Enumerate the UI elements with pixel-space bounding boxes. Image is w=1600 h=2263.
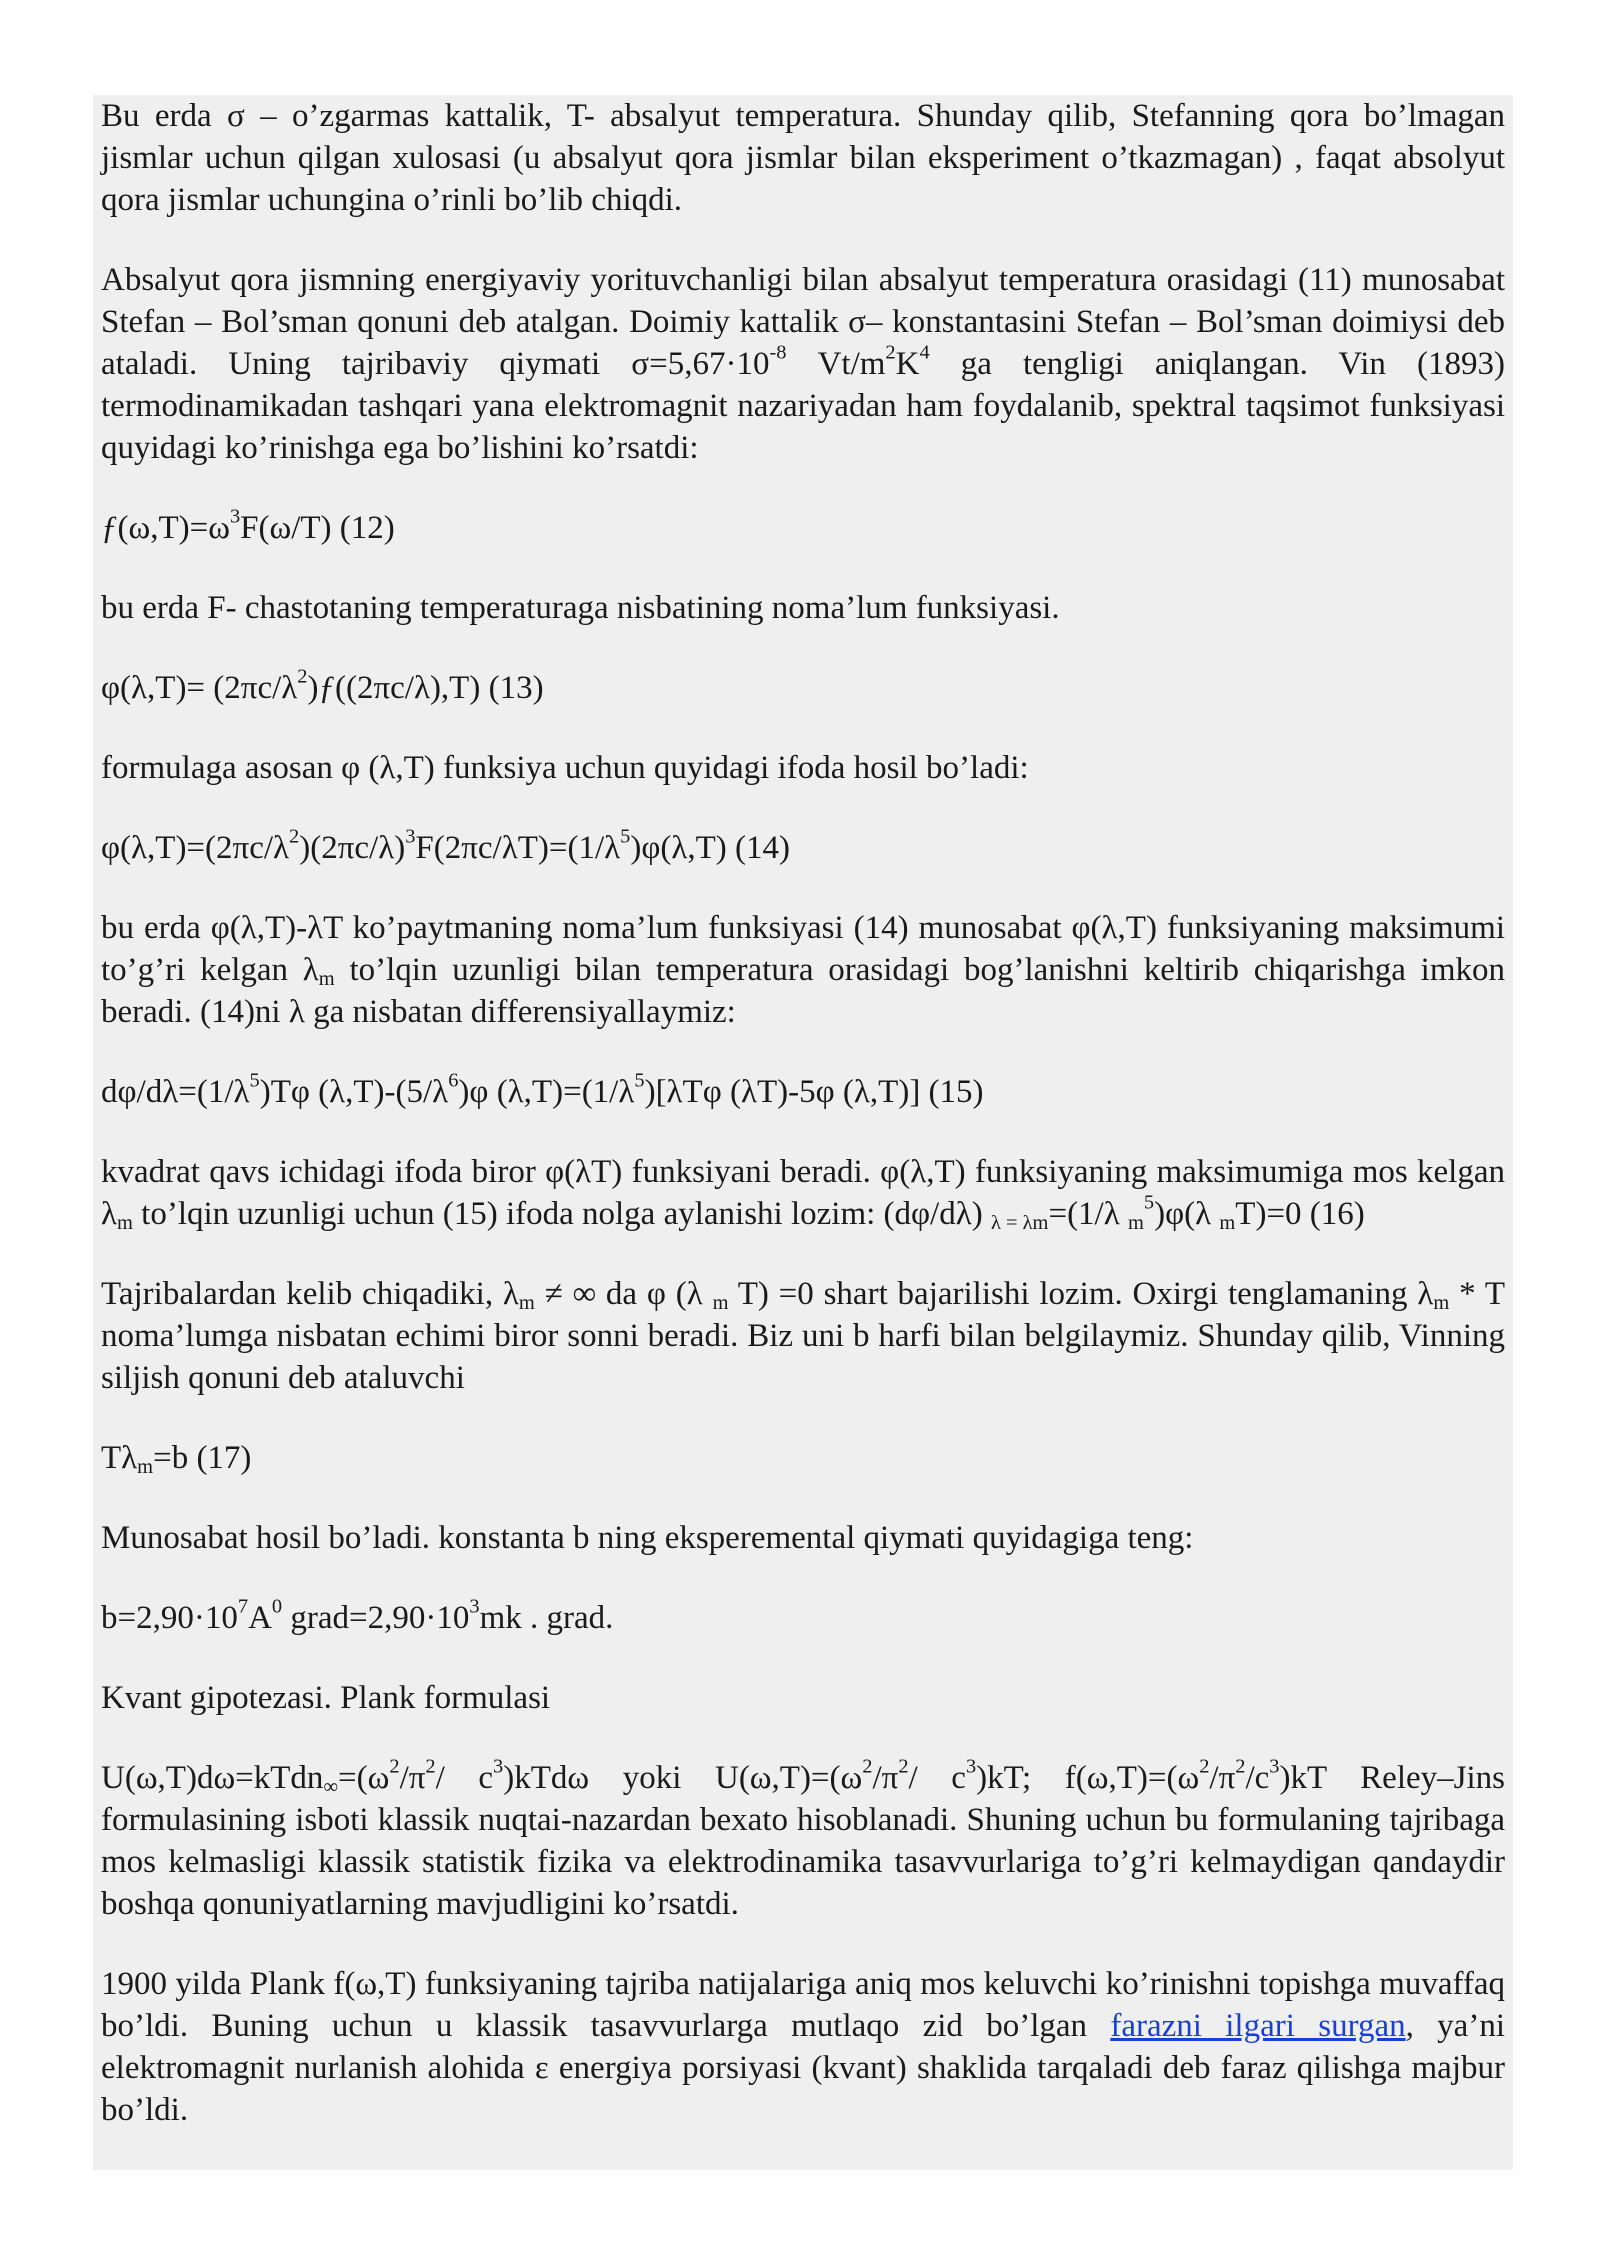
section-heading [101,1677,1505,1719]
equation-12 [101,507,1505,549]
eq15-b: )Tφ (λ,T)-(5/λ [259,1074,449,1110]
p2-sup-2: 2 [885,341,896,364]
p9-sup-5: 2 [898,1755,909,1778]
paragraph-8 [101,1517,1505,1559]
eq18-sup-3: 3 [469,1595,480,1618]
paragraph-1 [101,95,1505,221]
p9-sub: ∞ [323,1776,339,1799]
p9-b: =(ω [338,1760,390,1796]
p9-sup-1: 2 [389,1755,400,1778]
eq14-d: )φ(λ,T) (14) [630,830,791,866]
paragraph-8-text: Munosabat hosil bo’ladi. konstanta b ning eksperemental qiymati quyidagiga teng: [101,1520,1194,1556]
p9-k: )kT Reley–Jins formulasining isboti klassik nuqtai-nazardan bexato hisoblanadi. Shuning uchun bu formulaning tajribaga mos kelmasligi klassik statistik fizika va elektrodinamika tasavvurlariga to’g’ri kelmaydigan qandaydir boshqa qonuniyatlarning mavjudligini ko’rsatdi. [101,1760,1505,1922]
paragraph-9 [101,1757,1505,1925]
paragraph-1-text: Bu erda σ – o’zgarmas kattalik, T- absalyut temperatura. Shunday qilib, Stefanning qora bo’lmagan jismlar uchun qilgan xulosasi (u absalyut qora jismlar bilan eksperiment o’tkazmagan) , faqat absolyut qora jismlar uchungina o’rinli bo’lib chiqdi. [101,98,1505,218]
paragraph-3 [101,587,1505,629]
eq12-a: (ω,T)=ω [117,510,230,546]
eq18-d: mk . grad. [479,1600,614,1636]
eq12-sup: 3 [229,505,241,528]
p9-e: )kTdω yoki U(ω,T)=(ω [503,1760,863,1796]
equation-15 [101,1071,1505,1113]
p9-g: / c [908,1760,966,1796]
p5-text-a: bu erda φ(λ,T)-λT ko’paytmaning noma’lum funksiyasi (14) munosabat φ(λ,T) funksiyaning maksimumi to’g’ri kelgan λ [101,910,1505,988]
p6-text-c: =(1/λ [1048,1196,1128,1232]
p9-sup-2: 2 [425,1755,436,1778]
p9-sup-9: 3 [1269,1755,1280,1778]
farazni-ilgari-surgan-link[interactable]: farazni ilgari surgan [1110,2008,1406,2044]
section-heading-text: Kvant gipotezasi. Plank formulasi [101,1680,551,1716]
p6-sup: 5 [1143,1191,1155,1214]
p2-text-d: ga tengligi aniqlangan. Vin (1893) termodinamikadan tashqari yana elektromagnit nazariyadan ham foydalanib, spektral taqsimot funksiyasi quyidagi ko’rinishga ega bo’lishini ko’rsatdi: [101,346,1505,466]
eq14-sup-3: 5 [620,825,631,848]
p10-text-a: 1900 yilda Plank f(ω,T) funksiyaning tajriba natijalariga aniq mos keluvchi ko’rinishni topishga muvaffaq bo’ldi. Buning uchun u klassik tasavvurlarga mutlaqo zid bo’lgan [101,1966,1505,2044]
eq13-a: φ(λ,T)= (2πc/λ [101,670,298,706]
paragraph-5 [101,907,1505,1033]
p9-j: /c [1245,1760,1270,1796]
equation-b-value [101,1597,1505,1639]
eq18-sup-2: 0 [271,1595,283,1618]
paragraph-4 [101,747,1505,789]
paragraph-7 [101,1273,1505,1399]
paragraph-6 [101,1151,1505,1235]
p2-text-c: K [895,346,920,382]
p7-sub-3: m [1433,1292,1450,1315]
p2-text-b: Vt/m [786,346,886,382]
eq14-sup-2: 3 [405,825,416,848]
p7-sub-2: m [712,1292,729,1315]
eq13-c: ((2πc/λ),T) (13) [334,670,544,706]
eq14-a: φ(λ,T)=(2πc/λ [101,830,290,866]
document-page [93,95,1513,2170]
eq18-c: grad=2,90·10 [282,1600,470,1636]
p2-text-a: Absalyut qora jismning energiyaviy yorituvchanligi bilan absalyut temperatura orasidagi (11) munosabat Stefan – Bol’sman qonuni deb atalgan. Doimiy kattalik σ– konstantasini Stefan – Bol’sman doimiysi deb ataladi. Uning tajribaviy qiymati σ=5,67·10 [101,262,1505,382]
eq15-sup-1: 5 [249,1069,260,1092]
equation-13 [101,667,1505,709]
eq17-sub: m [137,1456,154,1479]
eq14-sup-1: 2 [289,825,300,848]
eq18-b: A [248,1600,272,1636]
eq15-c: )φ (λ,T)=(1/λ [458,1074,635,1110]
eq15-sup-2: 6 [448,1069,459,1092]
p6-text-e: T)=0 (16) [1235,1196,1365,1232]
eq17-b: =b (17) [153,1440,252,1476]
paragraph-3-text: bu erda F- chastotaning temperaturaga nisbatining noma’lum funksiyasi. [101,590,1060,626]
eq13-f: ƒ [318,670,335,706]
p9-a: U(ω,T)dω=kTdn [101,1760,324,1796]
p5-sub: m [318,968,335,991]
paragraph-4-text: formulaga asosan φ (λ,T) funksiya uchun quyidagi ifoda hosil bo’ladi: [101,750,1029,786]
paragraph-2 [101,259,1505,469]
p9-f: /π [872,1760,899,1796]
p6-text-b: to’lqin uzunligi uchun (15) ifoda nolga aylanishi lozim: (dφ/dλ) [132,1196,991,1232]
p2-sup-3: 4 [919,341,930,364]
equation-14 [101,827,1505,869]
eq18-a: b=2,90·10 [101,1600,238,1636]
eq14-c: F(2πc/λT)=(1/λ [415,830,621,866]
p6-text-a: kvadrat qavs ichidagi ifoda biror φ(λT) funksiyani beradi. φ(λ,T) funksiyaning maksimumiga mos kelgan λ [101,1154,1505,1232]
p10-text-b: , ya’ni elektromagnit nurlanish alohida ε energiya porsiyasi (kvant) shaklida tarqaladi deb faraz qilishga majbur bo’ldi. [101,2008,1505,2128]
p5-text-b: to’lqin uzunligi bilan temperatura orasidagi bog’lanishni keltirib chiqarishga imkon beradi. (14)ni λ ga nisbatan differensiyallaymiz: [101,952,1505,1030]
p9-d: / c [435,1760,494,1796]
eq12-f: ƒ [101,510,118,546]
eq15-a: dφ/dλ=(1/λ [101,1074,250,1110]
p6-text-d: )φ(λ [1154,1196,1220,1232]
p9-sup-7: 2 [1199,1755,1210,1778]
p7-text-d: * T noma’lumga nisbatan echimi biror sonni beradi. Biz uni b harfi bilan belgilaymiz. Shunday qilib, Vinning siljish qonuni deb ataluvchi [101,1276,1505,1396]
eq12-b: F(ω/T) (12) [240,510,395,546]
p6-small: λ = λm [990,1212,1049,1235]
p9-h: )kT; f(ω,T)=(ω [976,1760,1200,1796]
p2-sup-1: -8 [769,341,787,364]
p6-sub-3: m [1219,1212,1236,1235]
p9-i: /π [1209,1760,1236,1796]
p7-text-c: T) =0 shart bajarilishi lozim. Oxirgi tenglamaning λ [728,1276,1434,1312]
p6-sub-2: m [1127,1212,1144,1235]
eq13-sup: 2 [297,665,308,688]
eq13-b: ) [307,670,319,706]
eq14-b: )(2πc/λ) [299,830,406,866]
p9-sup-6: 3 [965,1755,977,1778]
p9-sup-8: 2 [1235,1755,1246,1778]
p9-sup-3: 3 [493,1755,504,1778]
p7-text-a: Tajribalardan kelib chiqadiki, λ [101,1276,519,1312]
p6-sub: m [117,1212,133,1235]
p9-c: /π [399,1760,426,1796]
paragraph-10 [101,1963,1505,2131]
p7-text-b: ≠ ∞ da φ (λ [534,1276,713,1312]
eq18-sup-1: 7 [237,1595,249,1618]
p9-sup-4: 2 [862,1755,873,1778]
equation-17 [101,1437,1505,1479]
eq17-a: Tλ [101,1440,138,1476]
eq15-sup-3: 5 [634,1069,645,1092]
eq15-d: )[λTφ (λT)-5φ (λ,T)] (15) [644,1074,984,1110]
p7-sub-1: m [518,1292,535,1315]
